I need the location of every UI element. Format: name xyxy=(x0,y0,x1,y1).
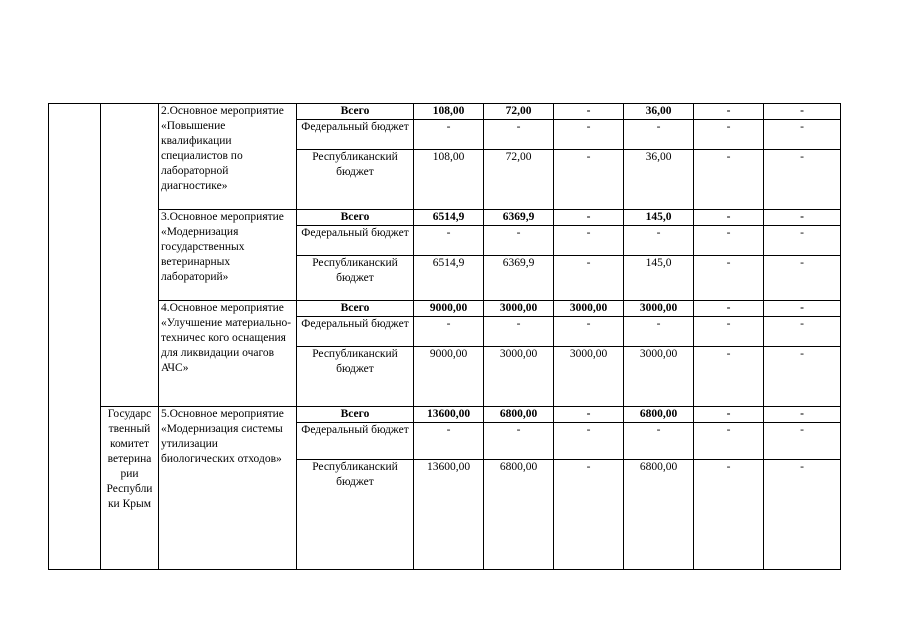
value-cell: 3000,00 xyxy=(484,347,554,407)
value-cell: - xyxy=(694,460,764,570)
value-cell: 108,00 xyxy=(414,104,484,120)
value-cell: - xyxy=(694,150,764,210)
value-cell: - xyxy=(484,317,554,347)
value-cell: 6800,00 xyxy=(624,407,694,423)
value-cell: - xyxy=(764,460,841,570)
executor-cell-empty xyxy=(101,104,159,407)
value-cell: - xyxy=(554,104,624,120)
table-row xyxy=(49,104,841,120)
executor-cell: Государс твенный комитет ветерина рии Республи ки Крым xyxy=(101,407,159,570)
value-cell: - xyxy=(414,226,484,256)
value-cell: - xyxy=(694,347,764,407)
value-cell: - xyxy=(694,407,764,423)
value-cell: - xyxy=(554,226,624,256)
value-cell: - xyxy=(694,423,764,460)
value-cell: - xyxy=(694,104,764,120)
value-cell: - xyxy=(764,407,841,423)
value-cell: - xyxy=(554,423,624,460)
value-cell: 108,00 xyxy=(414,150,484,210)
value-cell: 13600,00 xyxy=(414,460,484,570)
value-cell: - xyxy=(694,210,764,226)
value-cell: - xyxy=(484,226,554,256)
value-cell: - xyxy=(414,120,484,150)
value-cell: - xyxy=(764,210,841,226)
value-cell: - xyxy=(694,256,764,301)
value-cell: 145,0 xyxy=(624,210,694,226)
value-cell: - xyxy=(694,301,764,317)
budget-table xyxy=(48,103,841,570)
table-row xyxy=(49,210,841,226)
value-cell: - xyxy=(554,120,624,150)
measure-name-cell: 2.Основное мероприятие «Повышение квалификации специалистов по лабораторной диагностике» xyxy=(159,104,297,210)
source-cell: Республиканский бюджет xyxy=(297,150,414,210)
value-cell: - xyxy=(694,120,764,150)
source-cell: Федеральный бюджет xyxy=(297,423,414,460)
value-cell: - xyxy=(764,226,841,256)
value-cell: 6514,9 xyxy=(414,210,484,226)
source-cell: Всего xyxy=(297,301,414,317)
source-cell: Республиканский бюджет xyxy=(297,347,414,407)
table-row xyxy=(49,301,841,317)
value-cell: - xyxy=(554,460,624,570)
value-cell: - xyxy=(694,317,764,347)
value-cell: - xyxy=(764,423,841,460)
value-cell: - xyxy=(764,256,841,301)
value-cell: 9000,00 xyxy=(414,347,484,407)
value-cell: 36,00 xyxy=(624,104,694,120)
value-cell: 145,0 xyxy=(624,256,694,301)
value-cell: 6800,00 xyxy=(484,407,554,423)
value-cell: 72,00 xyxy=(484,150,554,210)
value-cell: - xyxy=(764,301,841,317)
value-cell: - xyxy=(694,226,764,256)
measure-name-cell: 3.Основное мероприятие «Модернизация государственных ветеринарных лабораторий» xyxy=(159,210,297,301)
table-row xyxy=(49,407,841,423)
value-cell: - xyxy=(764,120,841,150)
value-cell: 6800,00 xyxy=(624,460,694,570)
value-cell: 3000,00 xyxy=(554,301,624,317)
value-cell: - xyxy=(764,347,841,407)
value-cell: - xyxy=(554,317,624,347)
value-cell: 3000,00 xyxy=(624,301,694,317)
measure-name-cell: 5.Основное мероприятие «Модернизация системы утилизации биологических отходов» xyxy=(159,407,297,570)
value-cell: - xyxy=(414,423,484,460)
source-cell: Республиканский бюджет xyxy=(297,256,414,301)
value-cell: - xyxy=(764,150,841,210)
value-cell: 6369,9 xyxy=(484,256,554,301)
value-cell: - xyxy=(764,104,841,120)
value-cell: - xyxy=(414,317,484,347)
source-cell: Всего xyxy=(297,407,414,423)
source-cell: Всего xyxy=(297,104,414,120)
value-cell: - xyxy=(484,423,554,460)
value-cell: - xyxy=(554,407,624,423)
value-cell: - xyxy=(554,256,624,301)
value-cell: - xyxy=(624,317,694,347)
value-cell: 3000,00 xyxy=(554,347,624,407)
value-cell: - xyxy=(624,423,694,460)
value-cell: - xyxy=(554,210,624,226)
value-cell: - xyxy=(624,226,694,256)
value-cell: 6800,00 xyxy=(484,460,554,570)
value-cell: 36,00 xyxy=(624,150,694,210)
value-cell: 3000,00 xyxy=(484,301,554,317)
value-cell: - xyxy=(484,120,554,150)
value-cell: - xyxy=(764,317,841,347)
source-cell: Федеральный бюджет xyxy=(297,226,414,256)
value-cell: 9000,00 xyxy=(414,301,484,317)
source-cell: Всего xyxy=(297,210,414,226)
value-cell: 6514,9 xyxy=(414,256,484,301)
source-cell: Федеральный бюджет xyxy=(297,120,414,150)
value-cell: 3000,00 xyxy=(624,347,694,407)
source-cell: Федеральный бюджет xyxy=(297,317,414,347)
value-cell: - xyxy=(554,150,624,210)
value-cell: 13600,00 xyxy=(414,407,484,423)
value-cell: - xyxy=(624,120,694,150)
measure-name-cell: 4.Основное мероприятие «Улучшение материально-техничес кого оснащения для ликвидации очагов АЧС» xyxy=(159,301,297,407)
value-cell: 6369,9 xyxy=(484,210,554,226)
value-cell: 72,00 xyxy=(484,104,554,120)
source-cell: Республиканский бюджет xyxy=(297,460,414,570)
blank-column-cell xyxy=(49,104,101,570)
